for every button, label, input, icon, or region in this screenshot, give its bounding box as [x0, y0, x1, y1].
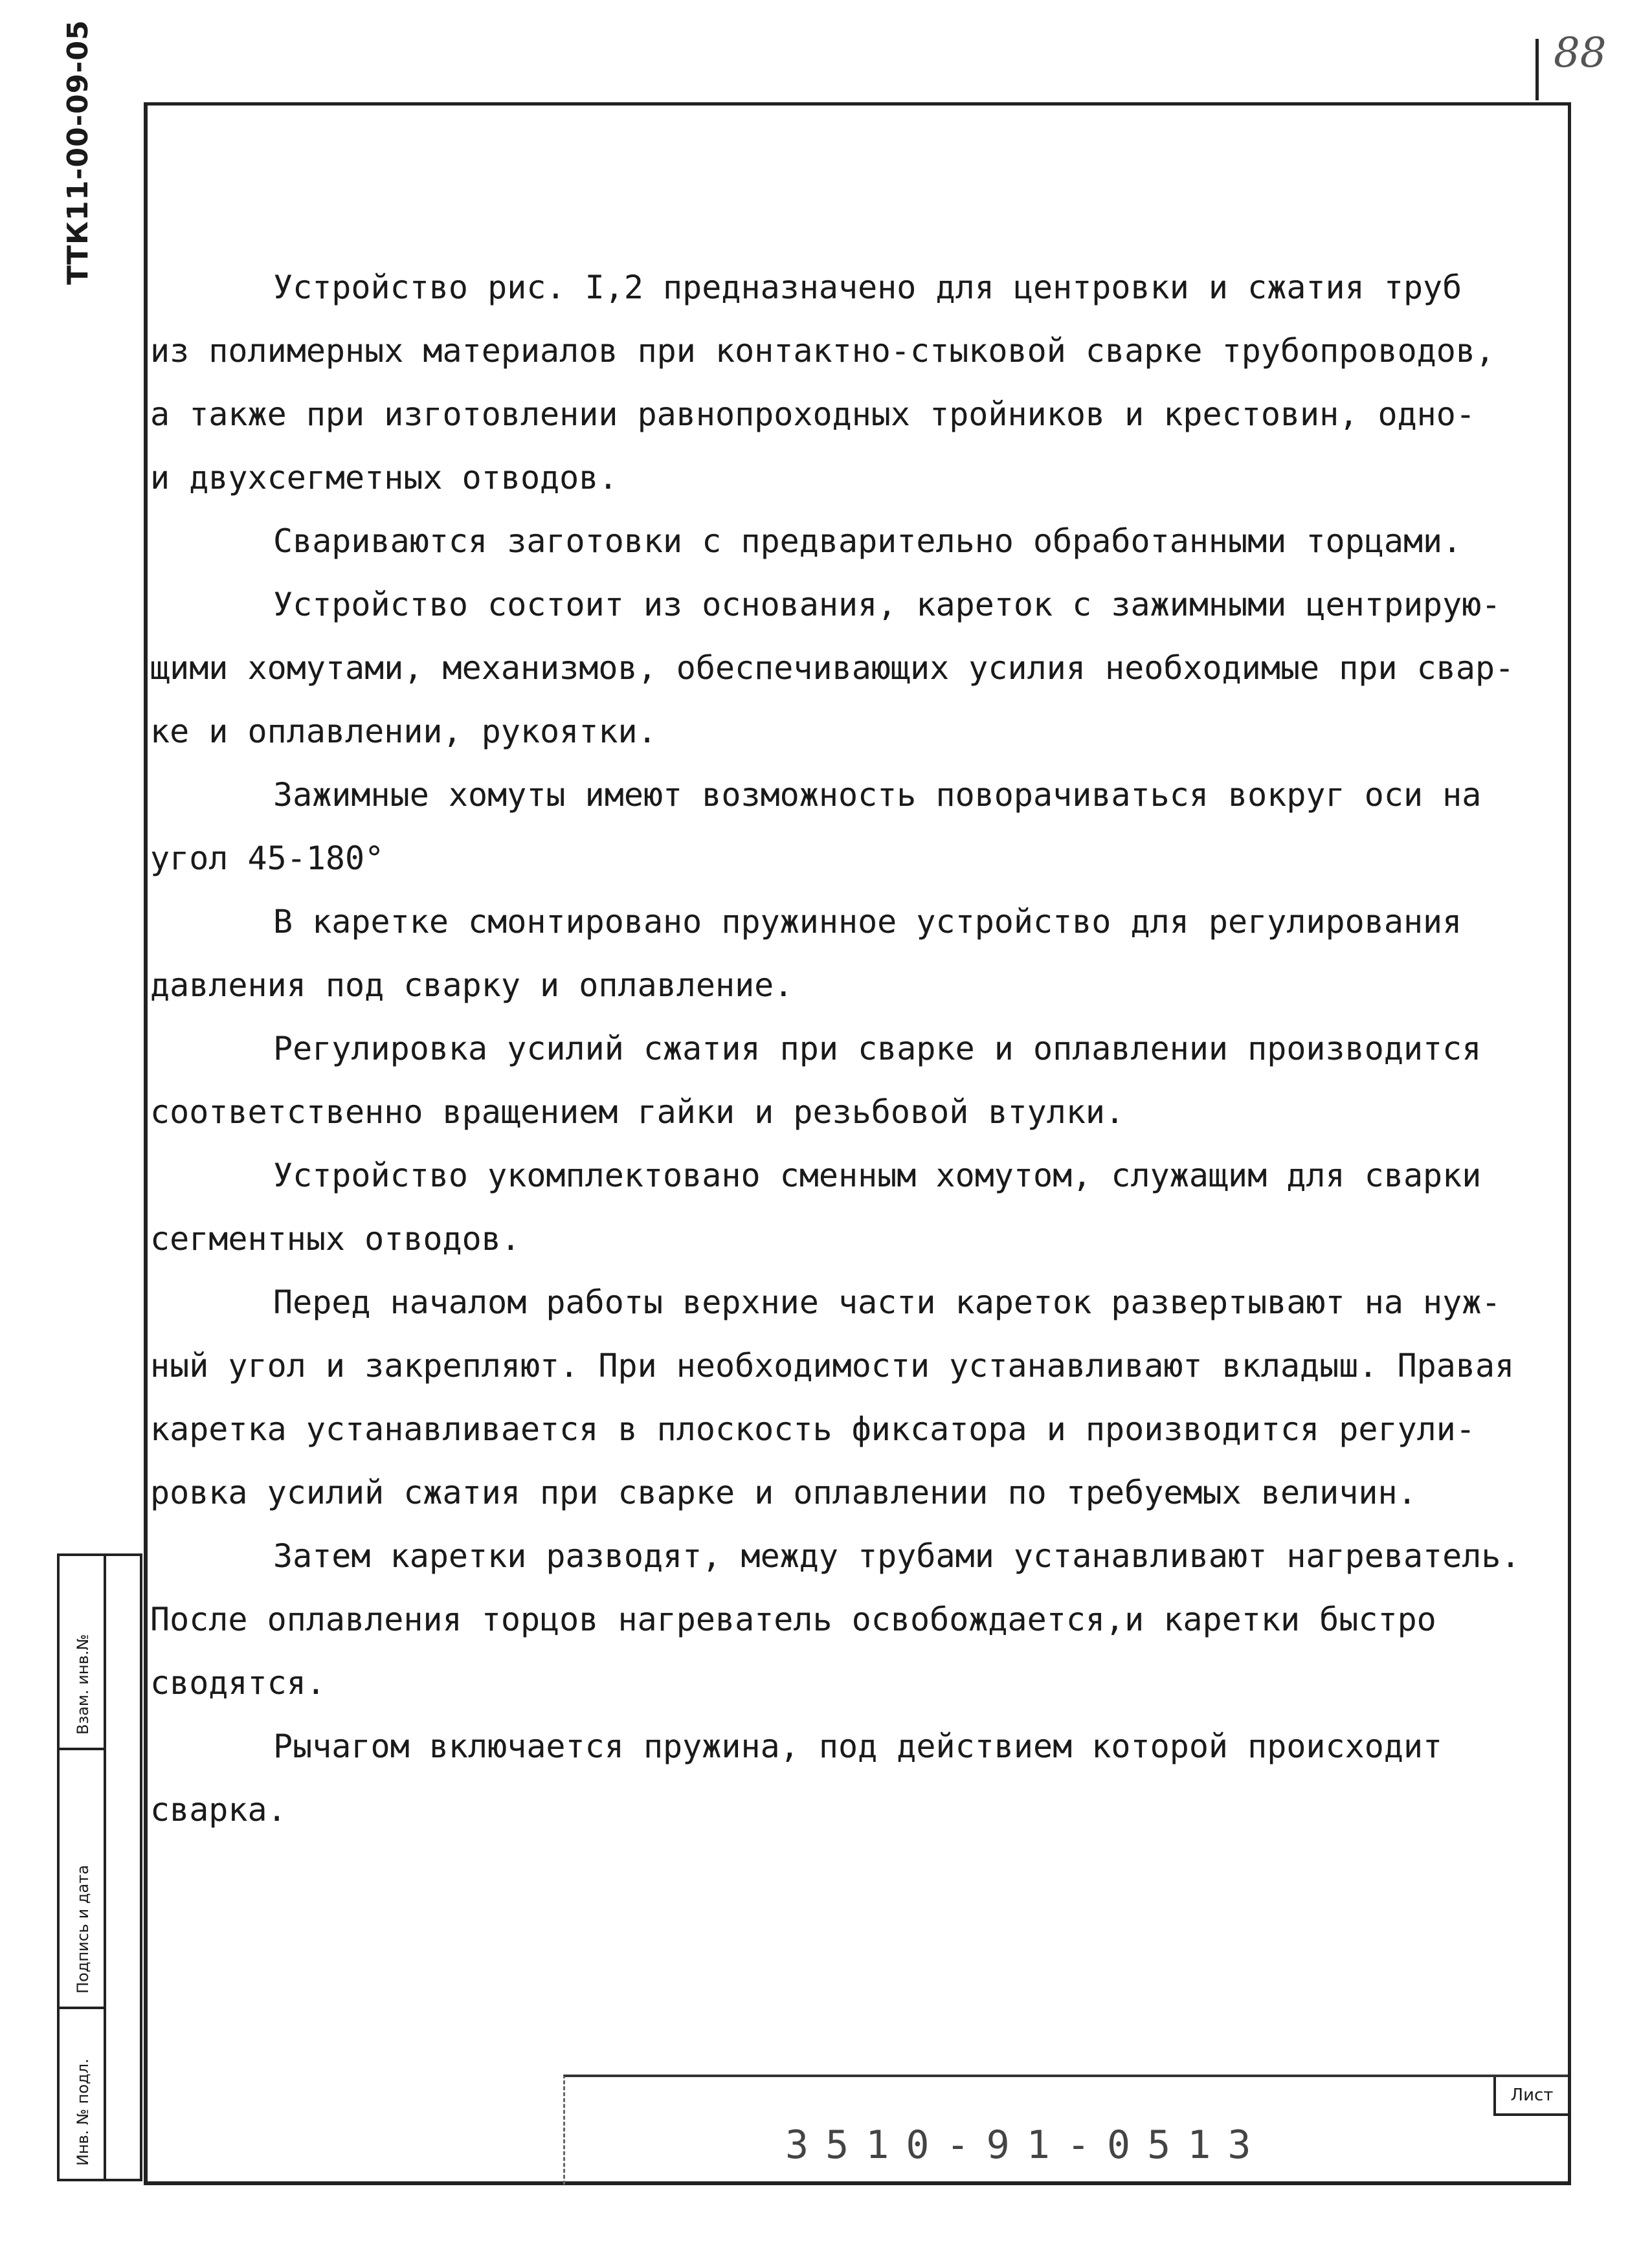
- stamp-divider: [104, 1556, 106, 2179]
- text-line: Свариваются заготовки с предварительно обработанными торцами.: [273, 522, 1462, 560]
- text-line: и двухсегметных отводов.: [150, 459, 618, 496]
- text-line: ке и оплавлении, рукоятки.: [150, 713, 657, 750]
- sheet-label: Лист: [1493, 2077, 1568, 2116]
- text-line: из полимерных материалов при контактно-стыковой сварке трубопроводов,: [150, 332, 1495, 370]
- paragraph: [150, 573, 1555, 763]
- text-line: Затем каретки разводят, между трубами устанавливают нагреватель.: [273, 1537, 1521, 1575]
- text-line: каретка устанавливается в плоскость фиксатора и производится регули-: [150, 1410, 1475, 1448]
- stamp-strip: [57, 1553, 142, 2181]
- top-edge-tick: [1535, 39, 1539, 100]
- stamp-cell-signature-date: [60, 1750, 104, 2009]
- text-line: Устройство состоит из основания, кареток с зажимными центрирую-: [273, 586, 1501, 623]
- text-line: давления под сварку и оплавление.: [150, 966, 794, 1004]
- document-code-vertical: ТТК11-00-09-05: [61, 19, 95, 285]
- paragraph: [150, 1715, 1555, 1842]
- title-block-code: 3510-91-0513: [785, 2122, 1268, 2168]
- text-line: Устройство укомплектовано сменным хомутом, служащим для сварки: [273, 1157, 1482, 1194]
- page-number: 88: [1554, 29, 1607, 77]
- text-line: ный угол и закрепляют. При необходимости устанавливают вкладыш. Правая: [150, 1347, 1515, 1385]
- text-line: Устройство рис. I,2 предназначено для центровки и сжатия труб: [273, 269, 1462, 306]
- paragraph: [150, 1524, 1555, 1715]
- text-line: Регулировка усилий сжатия при сварке и оплавлении производится: [273, 1030, 1482, 1067]
- text-line: В каретке смонтировано пружинное устройство для регулирования: [273, 903, 1462, 940]
- paragraph: [150, 1271, 1555, 1524]
- text-line: сводятся.: [150, 1664, 326, 1702]
- text-line: После оплавления торцов нагреватель освобождается,и каретки быстро: [150, 1601, 1436, 1638]
- paragraph: [150, 256, 1555, 509]
- stamp-label: Взам. инв.№: [74, 1634, 92, 1735]
- text-line: Зажимные хомуты имеют возможность поворачиваться вокруг оси на: [273, 776, 1482, 814]
- stamp-cell-inv-number: [60, 2009, 104, 2179]
- text-line: щими хомутами, механизмов, обеспечивающих усилия необходимые при свар-: [150, 649, 1515, 687]
- text-line: Перед началом работы верхние части кареток развертывают на нуж-: [273, 1284, 1501, 1321]
- stamp-label: Инв. № подл.: [74, 2058, 92, 2166]
- paragraph: [150, 763, 1555, 890]
- text-line: Рычагом включается пружина, под действием которой происходит: [273, 1728, 1443, 1765]
- paragraph: [150, 890, 1555, 1017]
- paragraph: [150, 1017, 1555, 1144]
- title-block: [563, 2075, 1568, 2185]
- text-line: сварка.: [150, 1791, 287, 1829]
- text-line: соответственно вращением гайки и резьбовой втулки.: [150, 1093, 1125, 1131]
- paragraph: [150, 1144, 1555, 1271]
- text-line: сегментных отводов.: [150, 1220, 520, 1258]
- text-line: угол 45-180°: [150, 840, 385, 877]
- text-line: а также при изготовлении равнопроходных тройников и крестовин, одно-: [150, 395, 1475, 433]
- text-line: ровка усилий сжатия при сварке и оплавлении по требуемых величин.: [150, 1474, 1417, 1511]
- body-text: [150, 256, 1555, 1842]
- stamp-cell-replaced-inv: [60, 1556, 104, 1750]
- paragraph: [150, 509, 1555, 573]
- stamp-label: Подпись и дата: [74, 1865, 92, 1994]
